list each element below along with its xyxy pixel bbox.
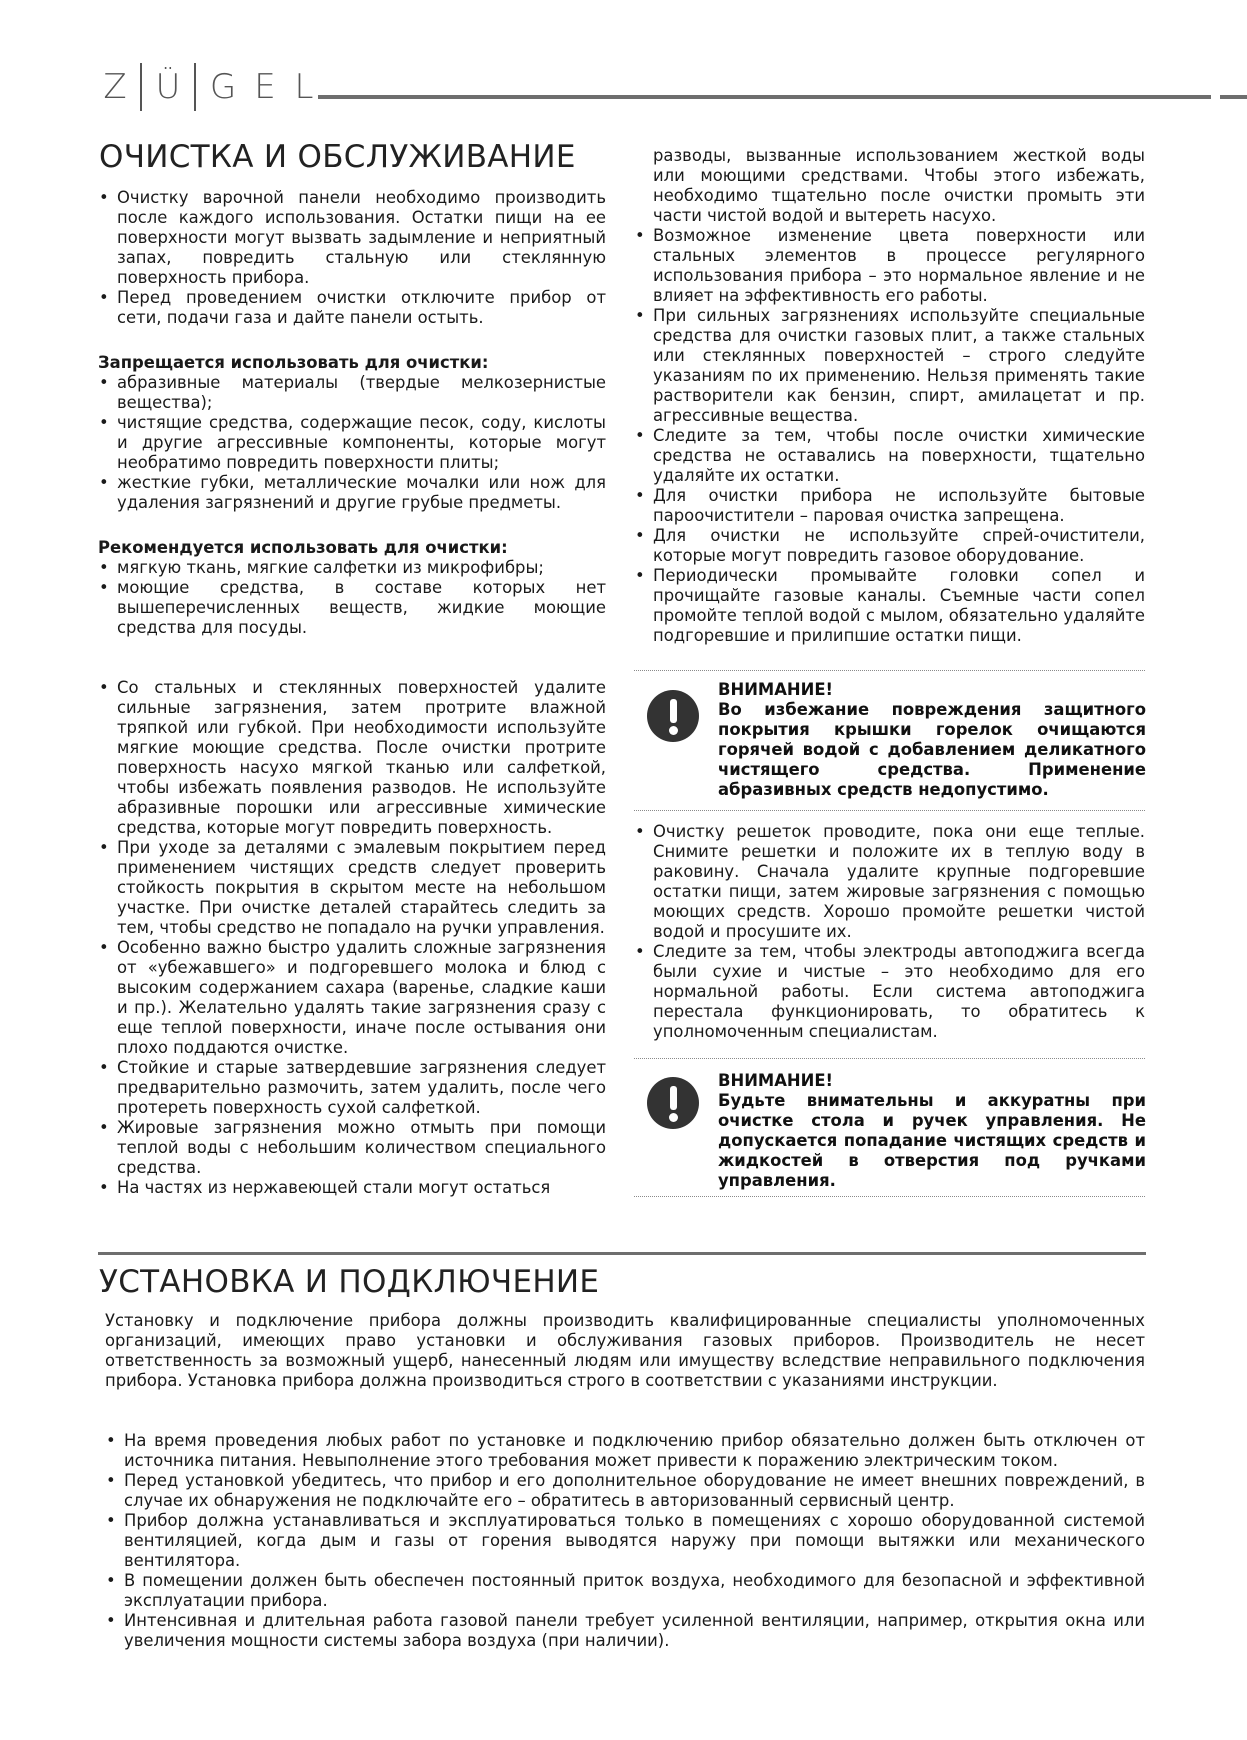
logo-letter: L <box>294 67 314 107</box>
list-item: • чистящие средства, содержащие песок, соду, кислоты и другие агрессивные компоненты, которые могут необратимо повредить поверхности плиты; <box>98 413 606 473</box>
care-list <box>98 678 606 1198</box>
installation-body <box>105 1311 1145 1651</box>
list-item: • Прибор должна устанавливаться и эксплуатироваться только в помещениях с хорошо оборудованной системой вентиляцией, когда дым и газы от горения выводятся наружу при помощи вытяжки или механического вентилятора. <box>105 1511 1145 1571</box>
forbidden-heading: Запрещается использовать для очистки: <box>98 353 489 372</box>
list-item: • На время проведения любых работ по установке и подключению прибор обязательно должен быть отключен от источника питания. Невыполнение этого требования может привести к поражению электрическим током. <box>105 1431 1145 1471</box>
brand-logo <box>96 66 322 108</box>
logo-letter: Ü <box>140 63 196 111</box>
list-item: • Перед проведением очистки отключите прибор от сети, подачи газа и дайте панели остыть. <box>98 288 606 328</box>
list-item: • Интенсивная и длительная работа газовой панели требует усиленной вентиляции, например, открытия окна или увеличения мощности системы забора воздуха (при наличии). <box>105 1611 1145 1651</box>
list-item: • При сильных загрязнениях используйте специальные средства для очистки газовых плит, а также стальных или стеклянных поверхностей – строго следуйте указаниям по их применению. Нельзя применять такие растворители как бензин, спирт, амилацетат и пр. агрессивные вещества. <box>634 306 1145 426</box>
forbidden-list <box>98 373 606 513</box>
header-rule <box>318 95 1211 99</box>
header-rule-end <box>1220 95 1247 99</box>
logo-letter: G <box>209 67 237 107</box>
list-item: • Возможное изменение цвета поверхности или стальных элементов в процессе регулярного использования прибора – это нормальное явление и не влияет на эффективность его работы. <box>634 226 1145 306</box>
list-item: • Очистку решеток проводите, пока они еще теплые. Снимите решетки и положите их в теплую воду в раковину. Сначала удалите крупные подгоревшие остатки пищи, затем жировые загрязнения с помощью моющих средств. Хорошо промойте решетки чистой водой и просушите их. <box>634 822 1145 942</box>
notice-divider <box>634 670 1145 671</box>
grate-list-block <box>634 822 1145 1042</box>
intro-list <box>98 188 606 328</box>
notice-divider <box>634 1058 1145 1059</box>
notice-title: ВНИМАНИЕ! <box>718 1071 834 1090</box>
notice-divider <box>634 810 1145 811</box>
recommended-list <box>98 558 606 638</box>
list-item: • Особенно важно быстро удалить сложные загрязнения от «убежавшего» и подгоревшего молока и блюд с высоким содержанием сахара (варенье, сладкие каши и пр.). Желательно удалять такие загрязнения сразу с еще теплой поверхности, иначе после остывания они плохо поддаются очистке. <box>98 938 606 1058</box>
list-item: • Для очистки не используйте спрей-очистители, которые могут повредить газовое оборудование. <box>634 526 1145 566</box>
list-item: • Периодически промывайте головки сопел и прочищайте газовые каналы. Съемные части сопел промойте теплой водой с мылом, обязательно удаляйте подгоревшие и прилипшие остатки пищи. <box>634 566 1145 646</box>
cleaning-title: ОЧИСТКА И ОБСЛУЖИВАНИЕ <box>99 139 576 175</box>
list-item: • Стойкие и старые затвердевшие загрязнения следует предварительно размочить, затем удалить, после чего протереть поверхность сухой салфеткой. <box>98 1058 606 1118</box>
continued-paragraph: разводы, вызванные использованием жесткой воды или моющими средствами. Чтобы этого избежать, необходимо тщательно после очистки промыть эти части чистой водой и вытереть насухо. <box>653 146 1145 225</box>
list-item: • В помещении должен быть обеспечен постоянный приток воздуха, необходимого для безопасной и эффективной эксплуатации прибора. <box>105 1571 1145 1611</box>
notice-warning-1 <box>718 680 1146 800</box>
list-item: • моющие средства, в составе которых нет вышеперечисленных веществ, жидкие моющие средства для посуды. <box>98 578 606 638</box>
list-item: • жесткие губки, металлические мочалки или нож для удаления загрязнений и другие грубые предметы. <box>98 473 606 513</box>
grate-list <box>634 822 1145 1042</box>
list-item: • Следите за тем, чтобы после очистки химические средства не оставались на поверхности, тщательно удаляйте их остатки. <box>634 426 1145 486</box>
cleaning-right-column <box>634 146 1145 646</box>
list-item: • Очистку варочной панели необходимо производить после каждого использования. Остатки пищи на ее поверхности могут вызвать задымление и неприятный запах, повредить стальную или стеклянную поверхность прибора. <box>98 188 606 288</box>
warning-icon <box>647 1077 699 1129</box>
list-item: • Со стальных и стеклянных поверхностей удалите сильные загрязнения, затем протрите влажной тряпкой или губкой. При необходимости используйте мягкие моющие средства. После очистки протрите поверхность насухо мягкой тканью или салфеткой, чтобы избежать появления разводов. Не используйте абразивные порошки или агрессивные химические средства, которые могут повредить поверхность. <box>98 678 606 838</box>
right-list <box>634 226 1145 646</box>
warning-icon <box>647 690 699 742</box>
recommended-heading: Рекомендуется использовать для очистки: <box>98 538 508 557</box>
notice-warning-2 <box>718 1071 1146 1191</box>
list-item: • На частях из нержавеющей стали могут остаться <box>98 1178 606 1198</box>
logo-letter: E <box>254 67 276 107</box>
cleaning-left-column <box>98 188 606 1198</box>
notice-body: Будьте внимательны и аккуратны при очистке стола и ручек управления. Не допускается попадание чистящих средств и жидкостей в отверстия под ручками управления. <box>718 1091 1146 1190</box>
list-item: • мягкую ткань, мягкие салфетки из микрофибры; <box>98 558 606 578</box>
notice-body: Во избежание повреждения защитного покрытия крышки горелок очищаются горячей водой с добавлением деликатного чистящего средства. Применение абразивных средств недопустимо. <box>718 700 1146 799</box>
list-item: • Для очистки прибора не используйте бытовые пароочистители – паровая очистка запрещена. <box>634 486 1145 526</box>
list-item: • Следите за тем, чтобы электроды автоподжига всегда были сухие и чистые – это необходимо для его нормальной работы. Если система автоподжига перестала функционировать, то обратитесь к уполномоченным специалистам. <box>634 942 1145 1042</box>
list-item: • Перед установкой убедитесь, что прибор и его дополнительное оборудование не имеет внешних повреждений, в случае их обнаружения не подключайте его – обратитесь в авторизованный сервисный центр. <box>105 1471 1145 1511</box>
section-rule <box>98 1252 1146 1255</box>
logo-letter: Z <box>103 67 127 107</box>
list-item: • При уходе за деталями с эмалевым покрытием перед применением чистящих средств следует проверить стойкость покрытия в скрытом месте на небольшом участке. При очистке деталей старайтесь следить за тем, чтобы средство не попадало на ручки управления. <box>98 838 606 938</box>
installation-list <box>105 1431 1145 1651</box>
notice-title: ВНИМАНИЕ! <box>718 680 834 699</box>
installation-title: УСТАНОВКА И ПОДКЛЮЧЕНИЕ <box>99 1264 600 1300</box>
notice-divider <box>634 1196 1145 1197</box>
list-item: • абразивные материалы (твердые мелкозернистые вещества); <box>98 373 606 413</box>
installation-intro: Установку и подключение прибора должны производить квалифицированные специалисты уполномоченных организаций, имеющих право установки и обслуживания газовых приборов. Производитель не несет ответственность за возможный ущерб, нанесенный людям или имуществу вследствие неправильного подключения прибора. Установка прибора должна производиться строго в соответствии с указаниями инструкции. <box>105 1311 1145 1390</box>
list-item: • Жировые загрязнения можно отмыть при помощи теплой воды с небольшим количеством специального средства. <box>98 1118 606 1178</box>
